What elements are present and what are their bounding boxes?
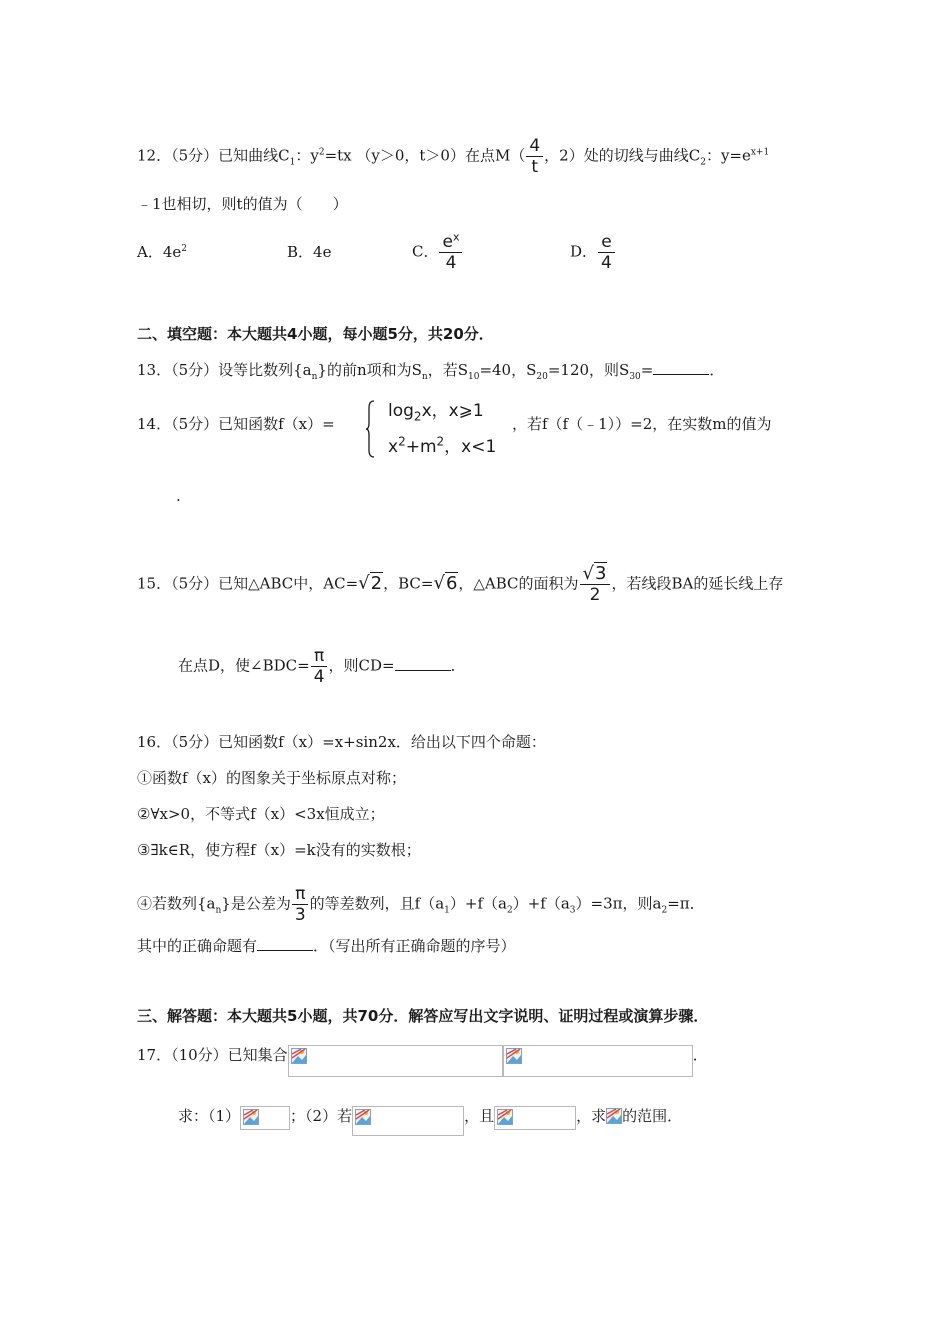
set-a-image [288,1045,503,1077]
q12-text: ：y=e [705,146,751,165]
q17-text: ，求 [576,1107,607,1125]
q16-text: }是公差为 [221,894,291,913]
broken-image-icon [355,1109,371,1125]
q17-line2 [178,1106,682,1136]
q17-text: 的范围． [622,1107,683,1125]
broken-image-icon [243,1109,259,1125]
q12-sub: 2 [700,157,706,168]
q12-option-c [412,232,463,273]
frac-denominator: t [531,157,539,177]
q16-proposition-1: ①函数f（x）的图象关于坐标原点对称； [137,769,407,787]
frac-numerator-base: e [442,232,453,252]
frac-numerator: e [598,232,614,253]
q15-text: ，则CD= [328,656,395,675]
q13-sub: 10 [467,372,480,382]
case-2-text: ，x<1 [444,437,497,457]
frac-numerator: 4 [526,136,543,157]
q17-text: ，且 [464,1107,495,1125]
option-a-sup: 2 [181,244,187,254]
case-1-text: x，x⩾1 [421,401,484,421]
q13-sub: 20 [536,372,548,382]
answer-blank[interactable] [257,936,313,951]
option-a-text: A．4e [137,243,182,261]
q16-text: ．（写出所有正确命题的序号） [313,937,516,955]
q17-text: ；（2）若 [290,1107,353,1125]
frac-denominator: 4 [601,253,612,273]
frac-denominator: 4 [445,253,457,273]
q16-text: ）+f（a [512,894,570,913]
q12-text: ，2）处的切线与曲线C [544,146,701,165]
option-c-fraction [439,232,462,273]
frac-denominator: 2 [589,585,601,605]
q16-sub: 3 [569,905,576,916]
q17-text: 求：（1） [178,1107,241,1125]
q16-text: =π． [667,894,705,913]
q15-text: ，BC= [383,574,434,593]
q16-answer-line [137,936,516,956]
radicand: 6 [445,572,458,594]
frac-denominator: 4 [313,667,325,687]
case-1-sub: 2 [413,409,422,424]
q16-proposition-3: ③∃k∈R，使方程f（x）=k没有的实数根； [137,841,421,859]
frac-numerator-sup: x [452,230,460,244]
q16-text: 其中的正确命题有 [137,937,258,955]
q13-text: =40，S [479,361,537,379]
common-difference-fraction [292,884,309,925]
q12-sup: x+1 [750,147,770,158]
subset-image [494,1106,576,1130]
radicand: 2 [370,572,383,594]
frac-numerator [439,232,462,253]
case-1-text: log [388,401,414,421]
q16-proposition-2: ②∀x>0，不等式f（x）<3x恒成立； [137,805,385,823]
q12-text: ：y [295,146,319,165]
q13-text: = [640,361,654,379]
angle-fraction [311,646,328,687]
broken-image-icon [291,1048,307,1064]
q12-line1 [137,136,769,177]
q14-lead: 14．（5分）已知函数f（x）= [137,415,335,433]
q13-text: }的前n项和为S [317,361,422,379]
part-1-image [240,1106,290,1130]
sqrt-area: √3 [582,563,607,584]
q15-line1 [137,564,783,605]
q12-text: 12．（5分）已知曲线C [137,146,290,165]
q15-text: 在点D，使∠BDC= [178,656,310,675]
q16-proposition-4 [137,884,705,925]
option-d-label: D． [570,242,598,261]
radicand: 3 [595,563,607,584]
q13-text: ，若S [427,361,468,379]
q15-text: ． [450,656,466,675]
broken-image-icon [606,1108,622,1124]
frac-numerator: π [292,884,308,905]
sqrt-ac: √2 [358,572,383,594]
q12-fraction [526,136,543,177]
q17-text: ． [692,1046,708,1064]
variable-image [606,1106,622,1124]
q16-sub: n [215,905,222,916]
q12-text: =tx （y＞0，t＞0）在点M（ [324,146,526,165]
frac-numerator [580,564,611,585]
q12-option-d [570,232,616,273]
piecewise-brace [365,400,375,458]
q17-line1 [137,1045,708,1077]
q12-option-b: B．4e [287,243,332,261]
answer-blank[interactable] [395,656,451,671]
q13-text: 13．（5分）设等比数列{a [137,361,312,379]
condition-image [352,1106,464,1136]
q16-text: 的等差数列，且f（a [309,894,445,913]
answer-blank[interactable] [653,360,709,375]
option-d-fraction [598,232,615,273]
frac-numerator: π [311,646,327,667]
q16-text: ）+f（a [449,894,507,913]
area-fraction [580,564,611,605]
broken-image-icon [497,1109,513,1125]
q14-dot: . [176,487,181,505]
q15-text: 15．（5分）已知△ABC中，AC= [137,574,359,593]
option-c-label: C． [412,242,439,261]
q14-tail: ，若f（f（﹣1））=2，在实数m的值为 [512,415,772,433]
q14-case-1 [388,401,484,424]
case-2-text: +m [405,437,437,457]
broken-image-icon [506,1048,522,1064]
q15-text: ，△ABC的面积为 [458,574,579,593]
q13-text: =120，则S [547,361,630,379]
case-2-sup: 2 [436,434,445,449]
q16-lead: 16．（5分）已知函数f（x）=x+sin2x．给出以下四个命题： [137,733,546,751]
q13-sub: n [421,372,428,382]
q12-sub: 1 [289,157,296,168]
q12-sup: 2 [318,147,325,158]
brace-icon [365,400,375,458]
set-b-image [503,1045,693,1077]
q16-text: ④若数列{a [137,894,216,913]
q16-sub: 2 [506,905,513,916]
section-2-heading: 二、填空题：本大题共4小题，每小题5分，共20分． [137,325,494,343]
section-3-heading: 三、解答题：本大题共5小题，共70分．解答应写出文字说明、证明过程或演算步骤． [137,1007,709,1025]
q15-text: ，若线段BA的延长线上存 [611,574,784,593]
sqrt-bc: √6 [433,572,458,594]
q13 [137,360,724,380]
q13-sub: n [311,372,318,382]
q13-text: ． [709,361,725,379]
q12-line2: ﹣1也相切，则t的值为（ ） [137,195,348,213]
q13-sub: 30 [629,372,641,382]
q16-text: ）=3π，则a [575,894,662,913]
q14-case-2 [388,434,497,457]
frac-denominator: 3 [294,905,306,925]
case-2-sup: 2 [398,434,406,449]
q15-line2 [178,646,466,687]
q16-sub: 1 [444,905,450,916]
q12-option-a [137,242,187,262]
case-2-text: x [388,437,399,457]
q16-sub: 2 [661,905,668,916]
q17-text: 17．（10分）已知集合 [137,1046,288,1064]
